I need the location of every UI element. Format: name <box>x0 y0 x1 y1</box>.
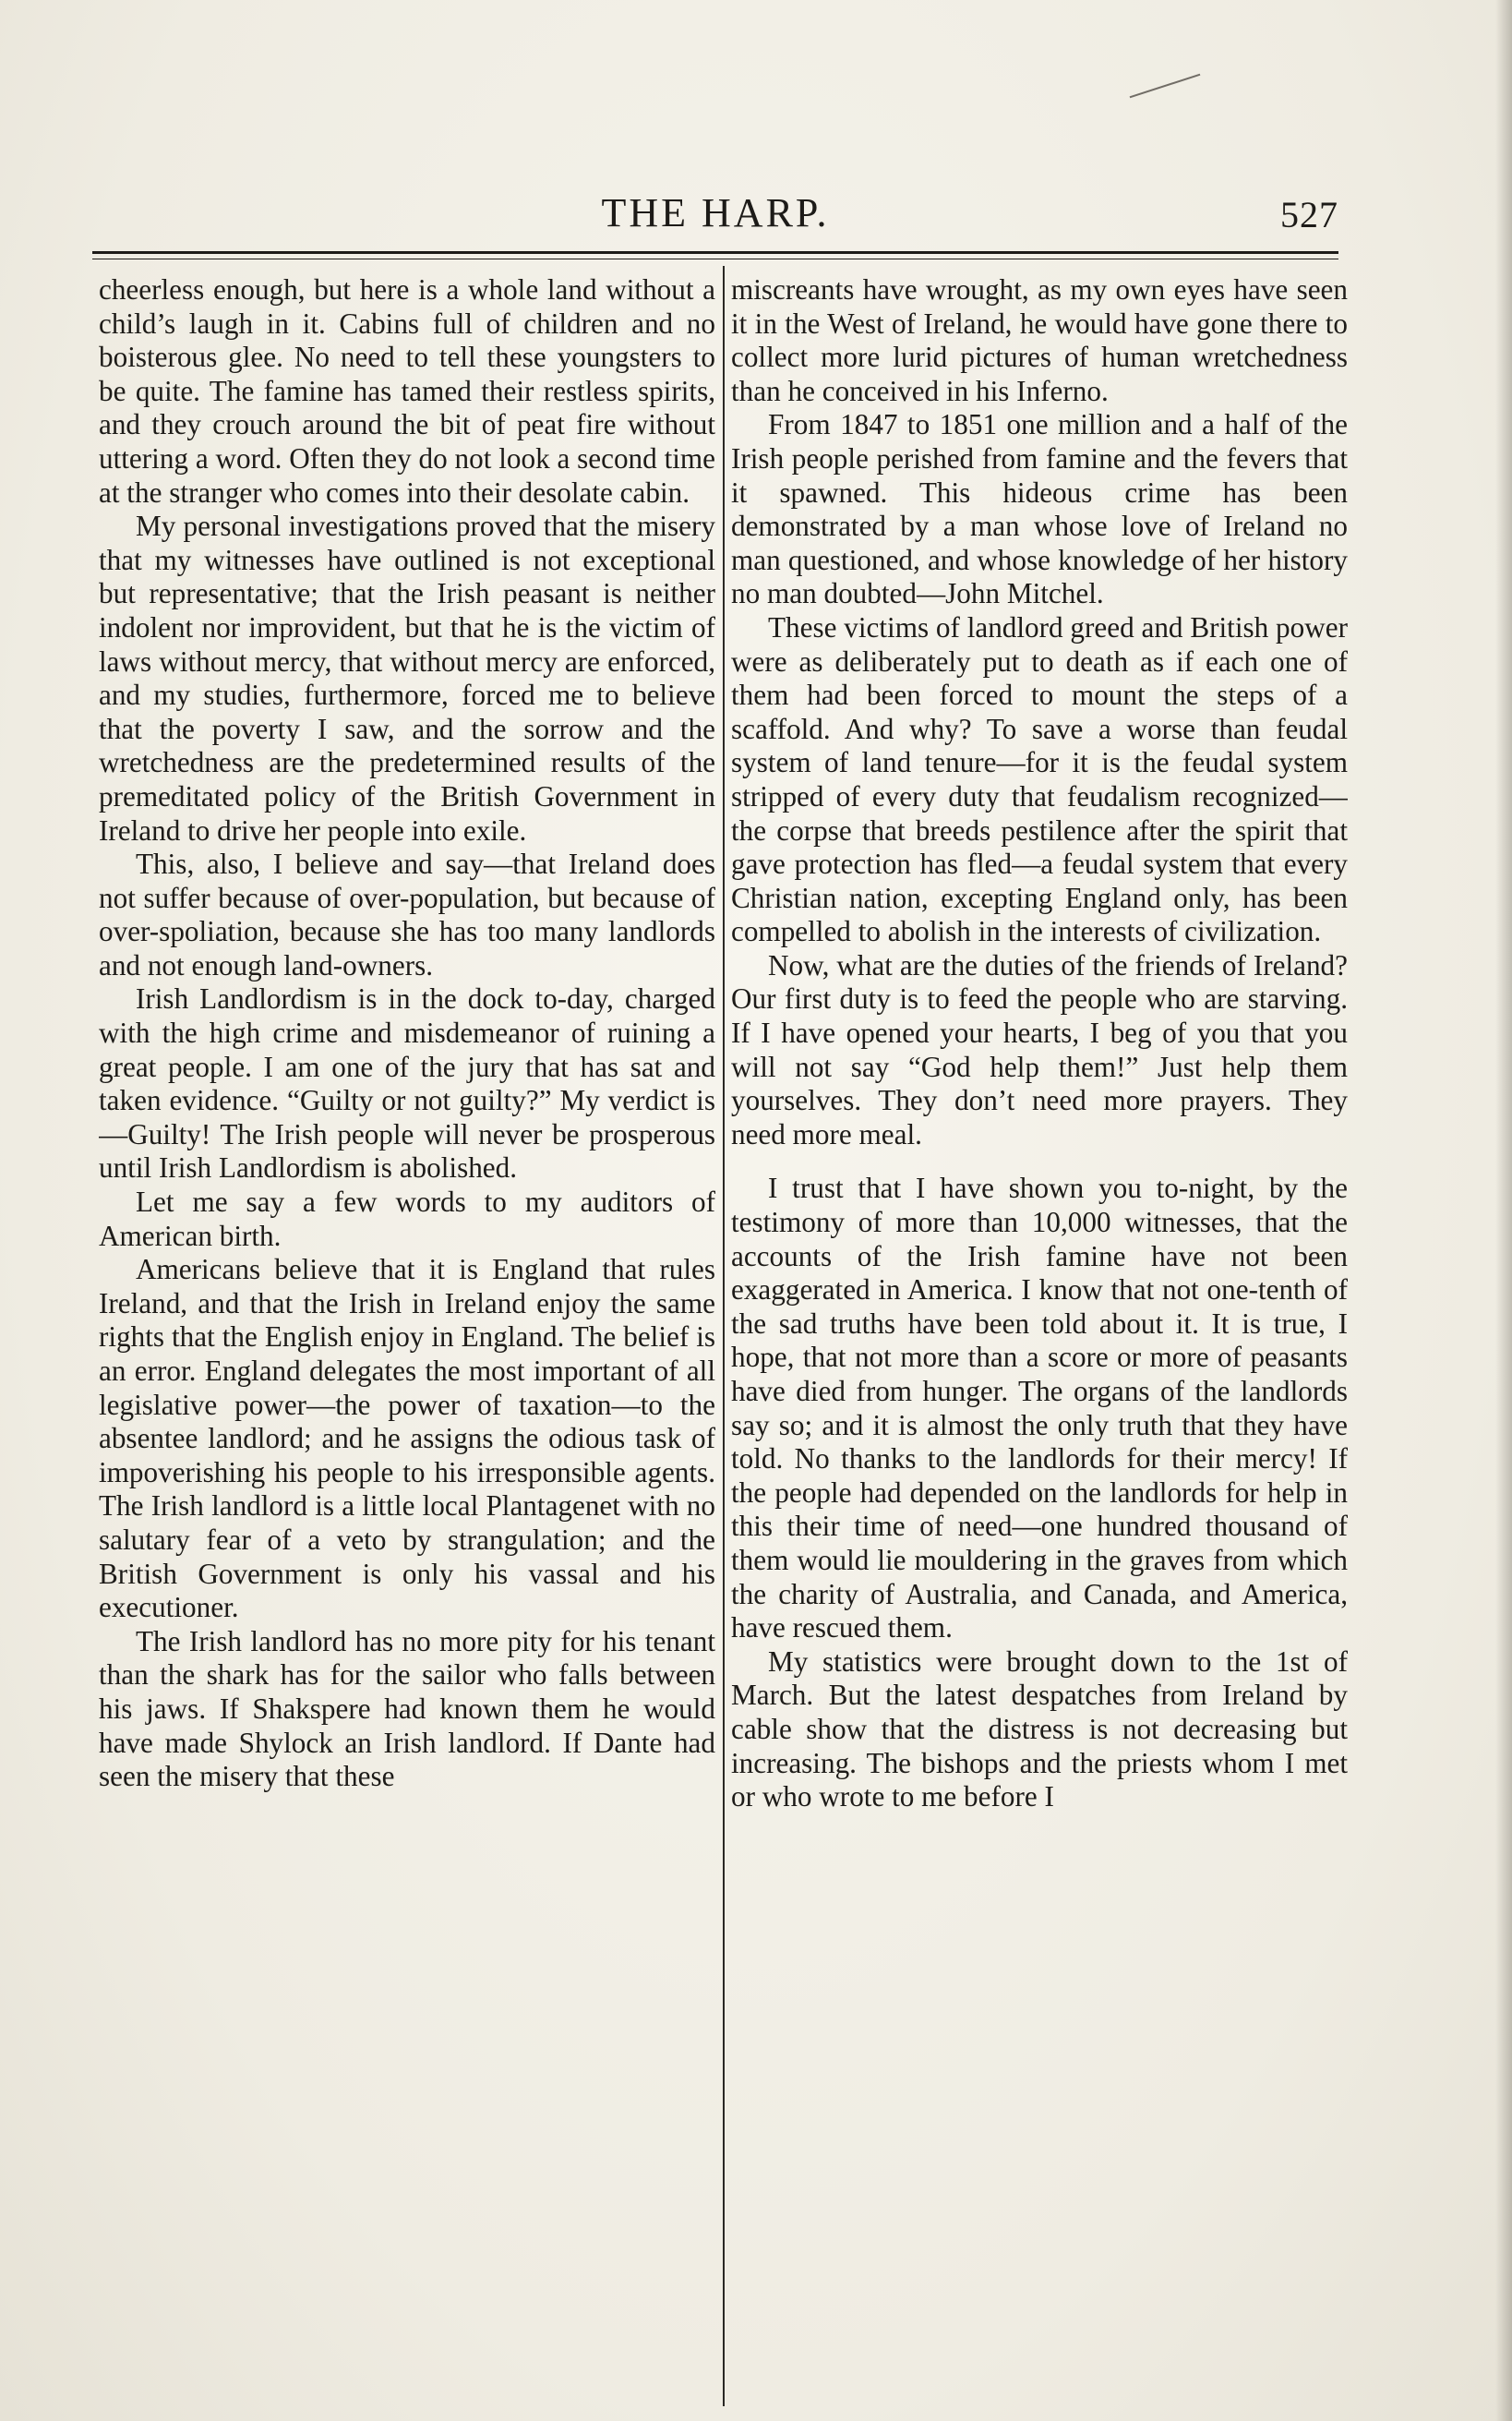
page-edge-shadow <box>1495 0 1512 2421</box>
paragraph: Irish Landlordism is in the dock to-day, charged with the high crime and misdemeanor of ruining a great people. I am one of the jury that has sat and taken evidence. “Guilty or not guilty?” My verdict is—Guilty! The Irish people will never be prosperous until Irish Landlordism is abolished. <box>99 982 715 1185</box>
paragraph: I trust that I have shown you to-night, by the testimony of more than 10,000 witnesses, that the accounts of the Irish famine have not been exaggerated in America. I know that not one-tenth of the sad truths have been told about it. It is true, I hope, that not more than a score or more of peasants have died from hunger. The organs of the landlords say so; and it is almost the only truth that they have told. No thanks to the landlords for their mercy! If the people had depended on the landlords for help in this their time of need—one hundred thousand of them would lie mouldering in the graves from which the charity of Australia, and Canada, and America, have rescued them. <box>731 1172 1348 1644</box>
paragraph: From 1847 to 1851 one million and a half of the Irish people perished from famine and the fevers that it spawned. This hideous crime has been demonstrated by a man whose love of Ireland no man questioned, and whose knowledge of her history no man doubted—John Mitchel. <box>731 408 1348 610</box>
paragraph: miscreants have wrought, as my own eyes have seen it in the West of Ireland, he would have gone there to collect more lurid pictures of human wretchedness than he conceived in his Inferno. <box>731 273 1348 407</box>
right-column <box>731 273 1348 2397</box>
paragraph: Americans believe that it is England that rules Ireland, and that the Irish in Ireland enjoy the same rights that the English enjoy in England. The belief is an error. England delegates the most important of all legislative power—the power of taxation—to the absentee landlord; and he assigns the odious task of impoverishing his people to his irresponsible agents. The Irish landlord is a little local Plantagenet with no salutary fear of a veto by strangulation; and the British Government is only his vassal and his executioner. <box>99 1253 715 1624</box>
paragraph: Now, what are the duties of the friends of Ireland? Our first duty is to feed the people who are starving. If I have opened your hearts, I beg of you that you will not say “God help them!” Just help them yourselves. They don’t need more prayers. They need more meal. <box>731 948 1348 1150</box>
header-rule-thick <box>92 251 1338 254</box>
page-number: 527 <box>1280 194 1338 235</box>
paragraph: Let me say a few words to my auditors of American birth. <box>99 1186 715 1252</box>
column-divider <box>723 266 725 2406</box>
paragraph: My statistics were brought down to the 1st of March. But the latest despatches from Ireland by cable show that the distress is not decreasing but increasing. The bishops and the priests whom I met or who wrote to me before I <box>731 1644 1348 1813</box>
paragraph: These victims of landlord greed and British power were as deliberately put to death as if each one of them had been forced to mount the steps of a scaffold. And why? To save a worse than feudal system of land tenure—for it is the feudal system stripped of every duty that feudalism recognized—the corpse that breeds pestilence after the spirit that gave protection has fled—a feudal system that every Christian nation, excepting England only, has been compelled to abolish in the interests of civilization. <box>731 610 1348 948</box>
paragraph: My personal investigations proved that the misery that my witnesses have outlined is not exceptional but representative; that the Irish peasant is neither indolent nor improvident, but that he is the victim of laws without mercy, that without mercy are enforced, and my studies, furthermore, forced me to believe that the poverty I saw, and the sorrow and the wretchedness are the predetermined results of the premeditated policy of the British Government in Ireland to drive her people into exile. <box>99 510 715 847</box>
page-title: THE HARP. <box>601 190 830 235</box>
paragraph: cheerless enough, but here is a whole land without a child’s laugh in it. Cabins full of children and no boisterous glee. No need to tell these youngsters to be quite. The famine has tamed their restless spirits, and they crouch around the bit of peat fire without uttering a word. Often they do not look a second time at the stranger who comes into their desolate cabin. <box>99 273 715 509</box>
ink-mark <box>1130 74 1201 99</box>
left-column <box>99 273 715 2397</box>
paragraph: This, also, I believe and say—that Ireland does not suffer because of over-population, but because of over-spoliation, because she has too many landlords and not enough land-owners. <box>99 848 715 982</box>
masthead <box>92 189 1338 254</box>
paragraph: The Irish landlord has no more pity for his tenant than the shark has for the sailor who falls between his jaws. If Shakspere had known them he would have made Shylock an Irish landlord. If Dante had seen the misery that these <box>99 1624 715 1793</box>
